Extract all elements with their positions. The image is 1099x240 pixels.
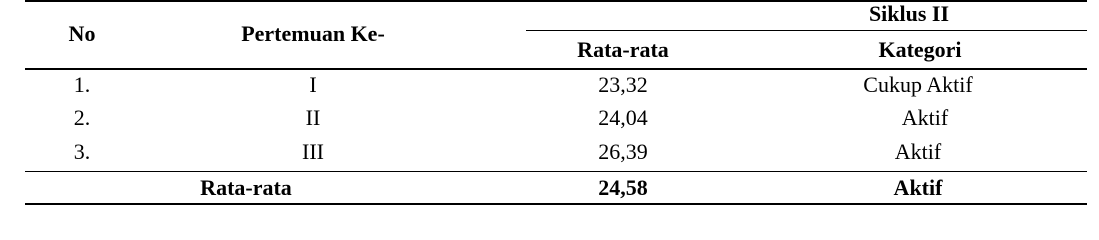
- row-no: 3.: [73, 139, 91, 164]
- row-average: 24,04: [598, 105, 648, 130]
- footer-category: Aktif: [893, 175, 943, 200]
- row-category: Cukup Aktif: [863, 72, 973, 97]
- row-average: 23,32: [598, 72, 648, 97]
- header-cycle-group: Siklus II: [868, 1, 950, 26]
- header-no: No: [68, 21, 96, 46]
- row-meeting: II: [305, 105, 321, 130]
- header-bottom-rule: [25, 68, 1087, 70]
- header-category: Kategori: [878, 37, 962, 62]
- row-no: 2.: [73, 105, 91, 130]
- row-meeting: I: [309, 72, 317, 97]
- header-meeting: Pertemuan Ke-: [241, 21, 385, 46]
- row-average: 26,39: [598, 139, 648, 164]
- group-header-rule: [526, 30, 1087, 31]
- row-category: Aktif: [894, 139, 942, 164]
- footer-average: 24,58: [598, 175, 648, 200]
- header-average: Rata-rata: [577, 37, 669, 62]
- table-bottom-rule: [25, 203, 1087, 205]
- row-meeting: III: [302, 139, 324, 164]
- footer-label: Rata-rata: [200, 175, 292, 200]
- row-no: 1.: [73, 72, 91, 97]
- row-category: Aktif: [901, 105, 949, 130]
- body-bottom-rule: [25, 171, 1087, 172]
